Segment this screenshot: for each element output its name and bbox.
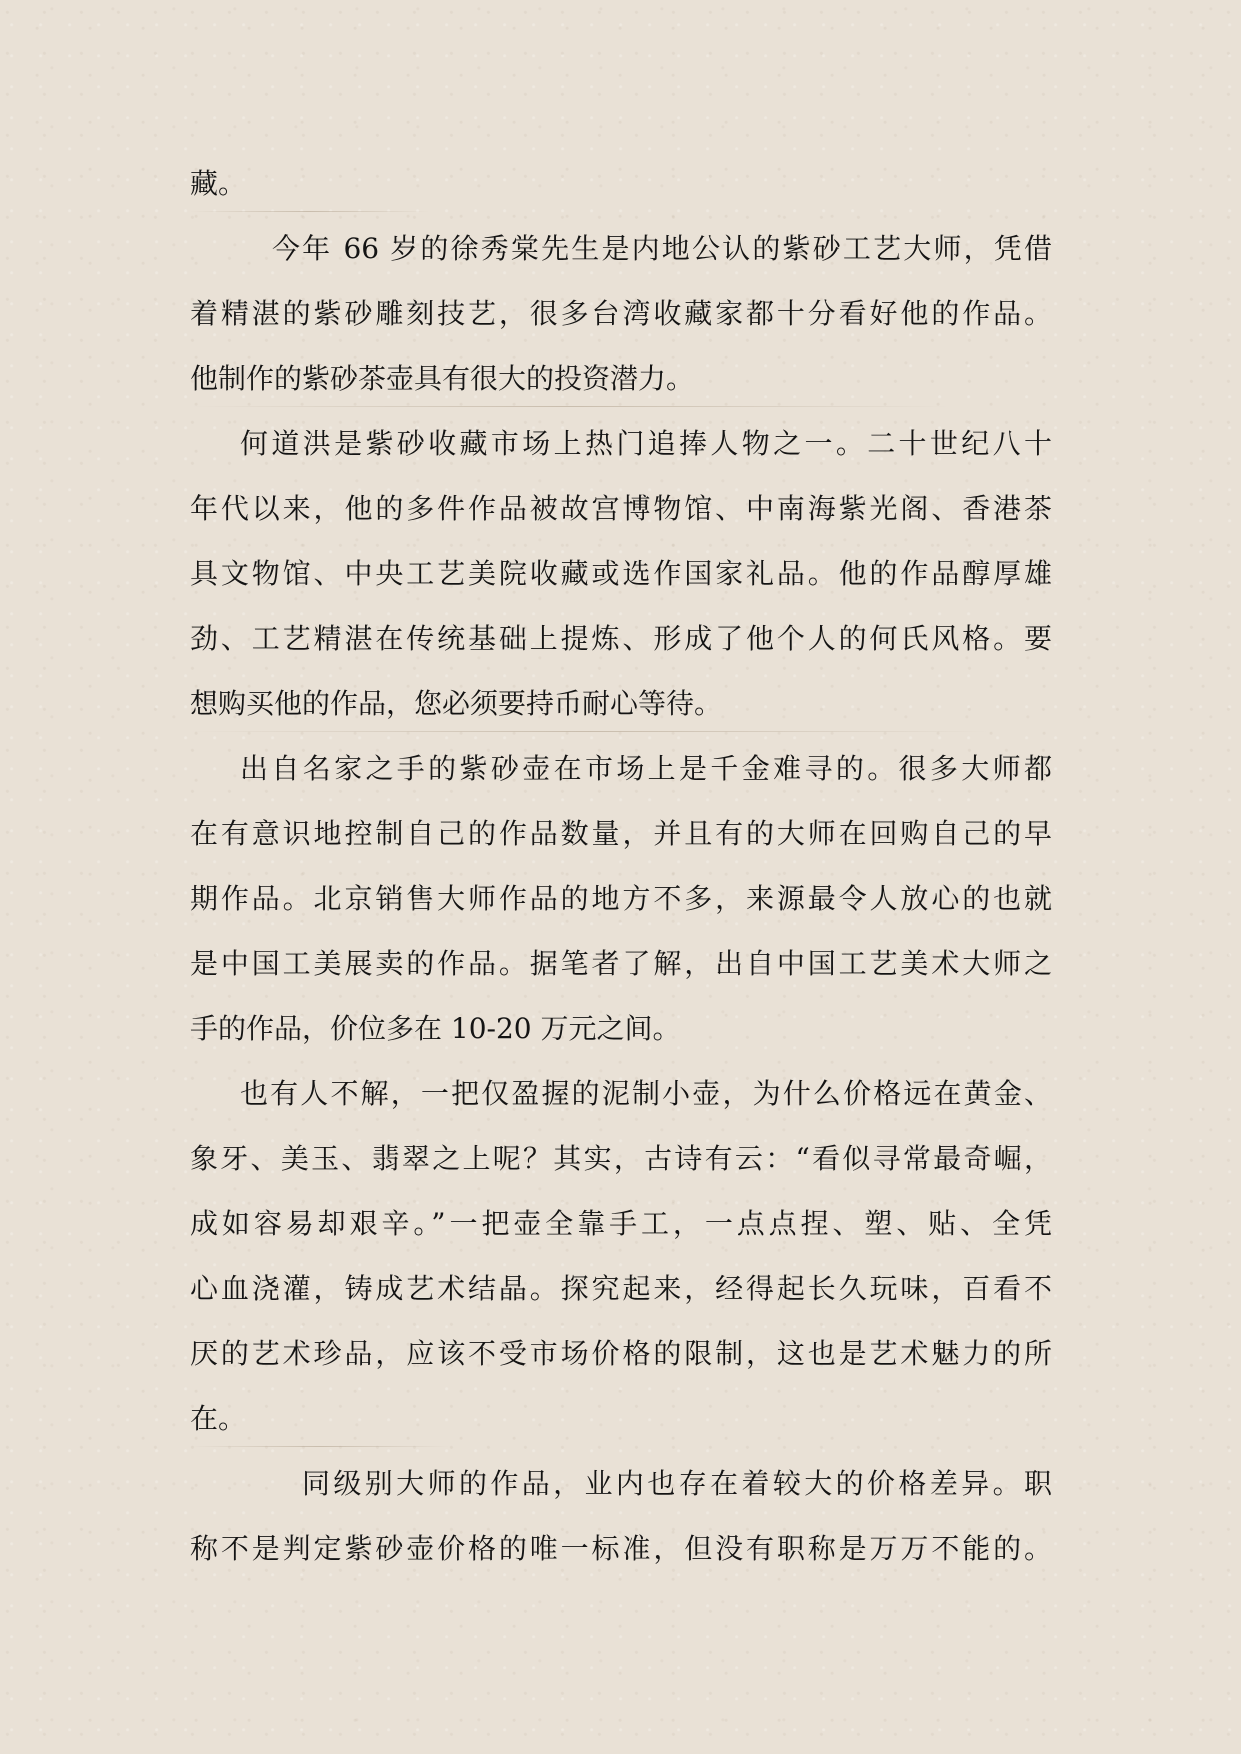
text-line: 想购买他的作品，您必须要持币耐心等待。 [190, 687, 723, 720]
paragraph [190, 1062, 1052, 1447]
text-line: 出自名家之手的紫砂壶在市场上是千金难寻的。很多大师都 [240, 752, 1052, 785]
text-line: 着精湛的紫砂雕刻技艺，很多台湾收藏家都十分看好他的作品。 [190, 297, 1052, 330]
paragraph [190, 1452, 1052, 1582]
text-line: 心血浇灌，铸成艺术结晶。探究起来，经得起长久玩味，百看不 [190, 1272, 1052, 1305]
text-line: 成如容易却艰辛。”一把壶全靠手工，一点点捏、塑、贴、全凭 [190, 1207, 1052, 1240]
paragraph [190, 737, 1052, 1062]
text-line: 劲、工艺精湛在传统基础上提炼、形成了他个人的何氏风格。要 [190, 622, 1052, 655]
text-line: 厌的艺术珍品，应该不受市场价格的限制，这也是艺术魅力的所 [190, 1337, 1052, 1370]
text-line: 期作品。北京销售大师作品的地方不多，来源最令人放心的也就 [190, 882, 1052, 915]
text-line: 藏。 [190, 167, 247, 200]
paragraph [190, 217, 1052, 407]
paragraph [190, 412, 1052, 732]
text-line: 在。 [190, 1402, 247, 1435]
text-line: 也有人不解，一把仅盈握的泥制小壶，为什么价格远在黄金、 [240, 1077, 1052, 1110]
text-line: 手的作品，价位多在 10-20 万元之间。 [190, 1012, 681, 1045]
text-line: 年代以来，他的多件作品被故宫博物馆、中南海紫光阁、香港茶 [190, 492, 1052, 525]
text-line: 称不是判定紫砂壶价格的唯一标准，但没有职称是万万不能的。 [190, 1532, 1052, 1565]
article-body [190, 152, 1052, 1582]
text-line: 在有意识地控制自己的作品数量，并且有的大师在回购自己的早 [190, 817, 1052, 850]
text-line: 同级别大师的作品，业内也存在着较大的价格差异。职 [302, 1467, 1052, 1500]
text-line: 是中国工美展卖的作品。据笔者了解，出自中国工艺美术大师之 [190, 947, 1052, 980]
text-line: 象牙、美玉、翡翠之上呢？其实，古诗有云：“看似寻常最奇崛， [190, 1142, 1052, 1175]
text-line: 何道洪是紫砂收藏市场上热门追捧人物之一。二十世纪八十 [240, 427, 1052, 460]
text-line: 今年 66 岁的徐秀棠先生是内地公认的紫砂工艺大师，凭借 [272, 232, 1052, 265]
text-line: 他制作的紫砂茶壶具有很大的投资潜力。 [190, 362, 695, 395]
text-line: 具文物馆、中央工艺美院收藏或选作国家礼品。他的作品醇厚雄 [190, 557, 1052, 590]
paragraph [190, 152, 1052, 212]
